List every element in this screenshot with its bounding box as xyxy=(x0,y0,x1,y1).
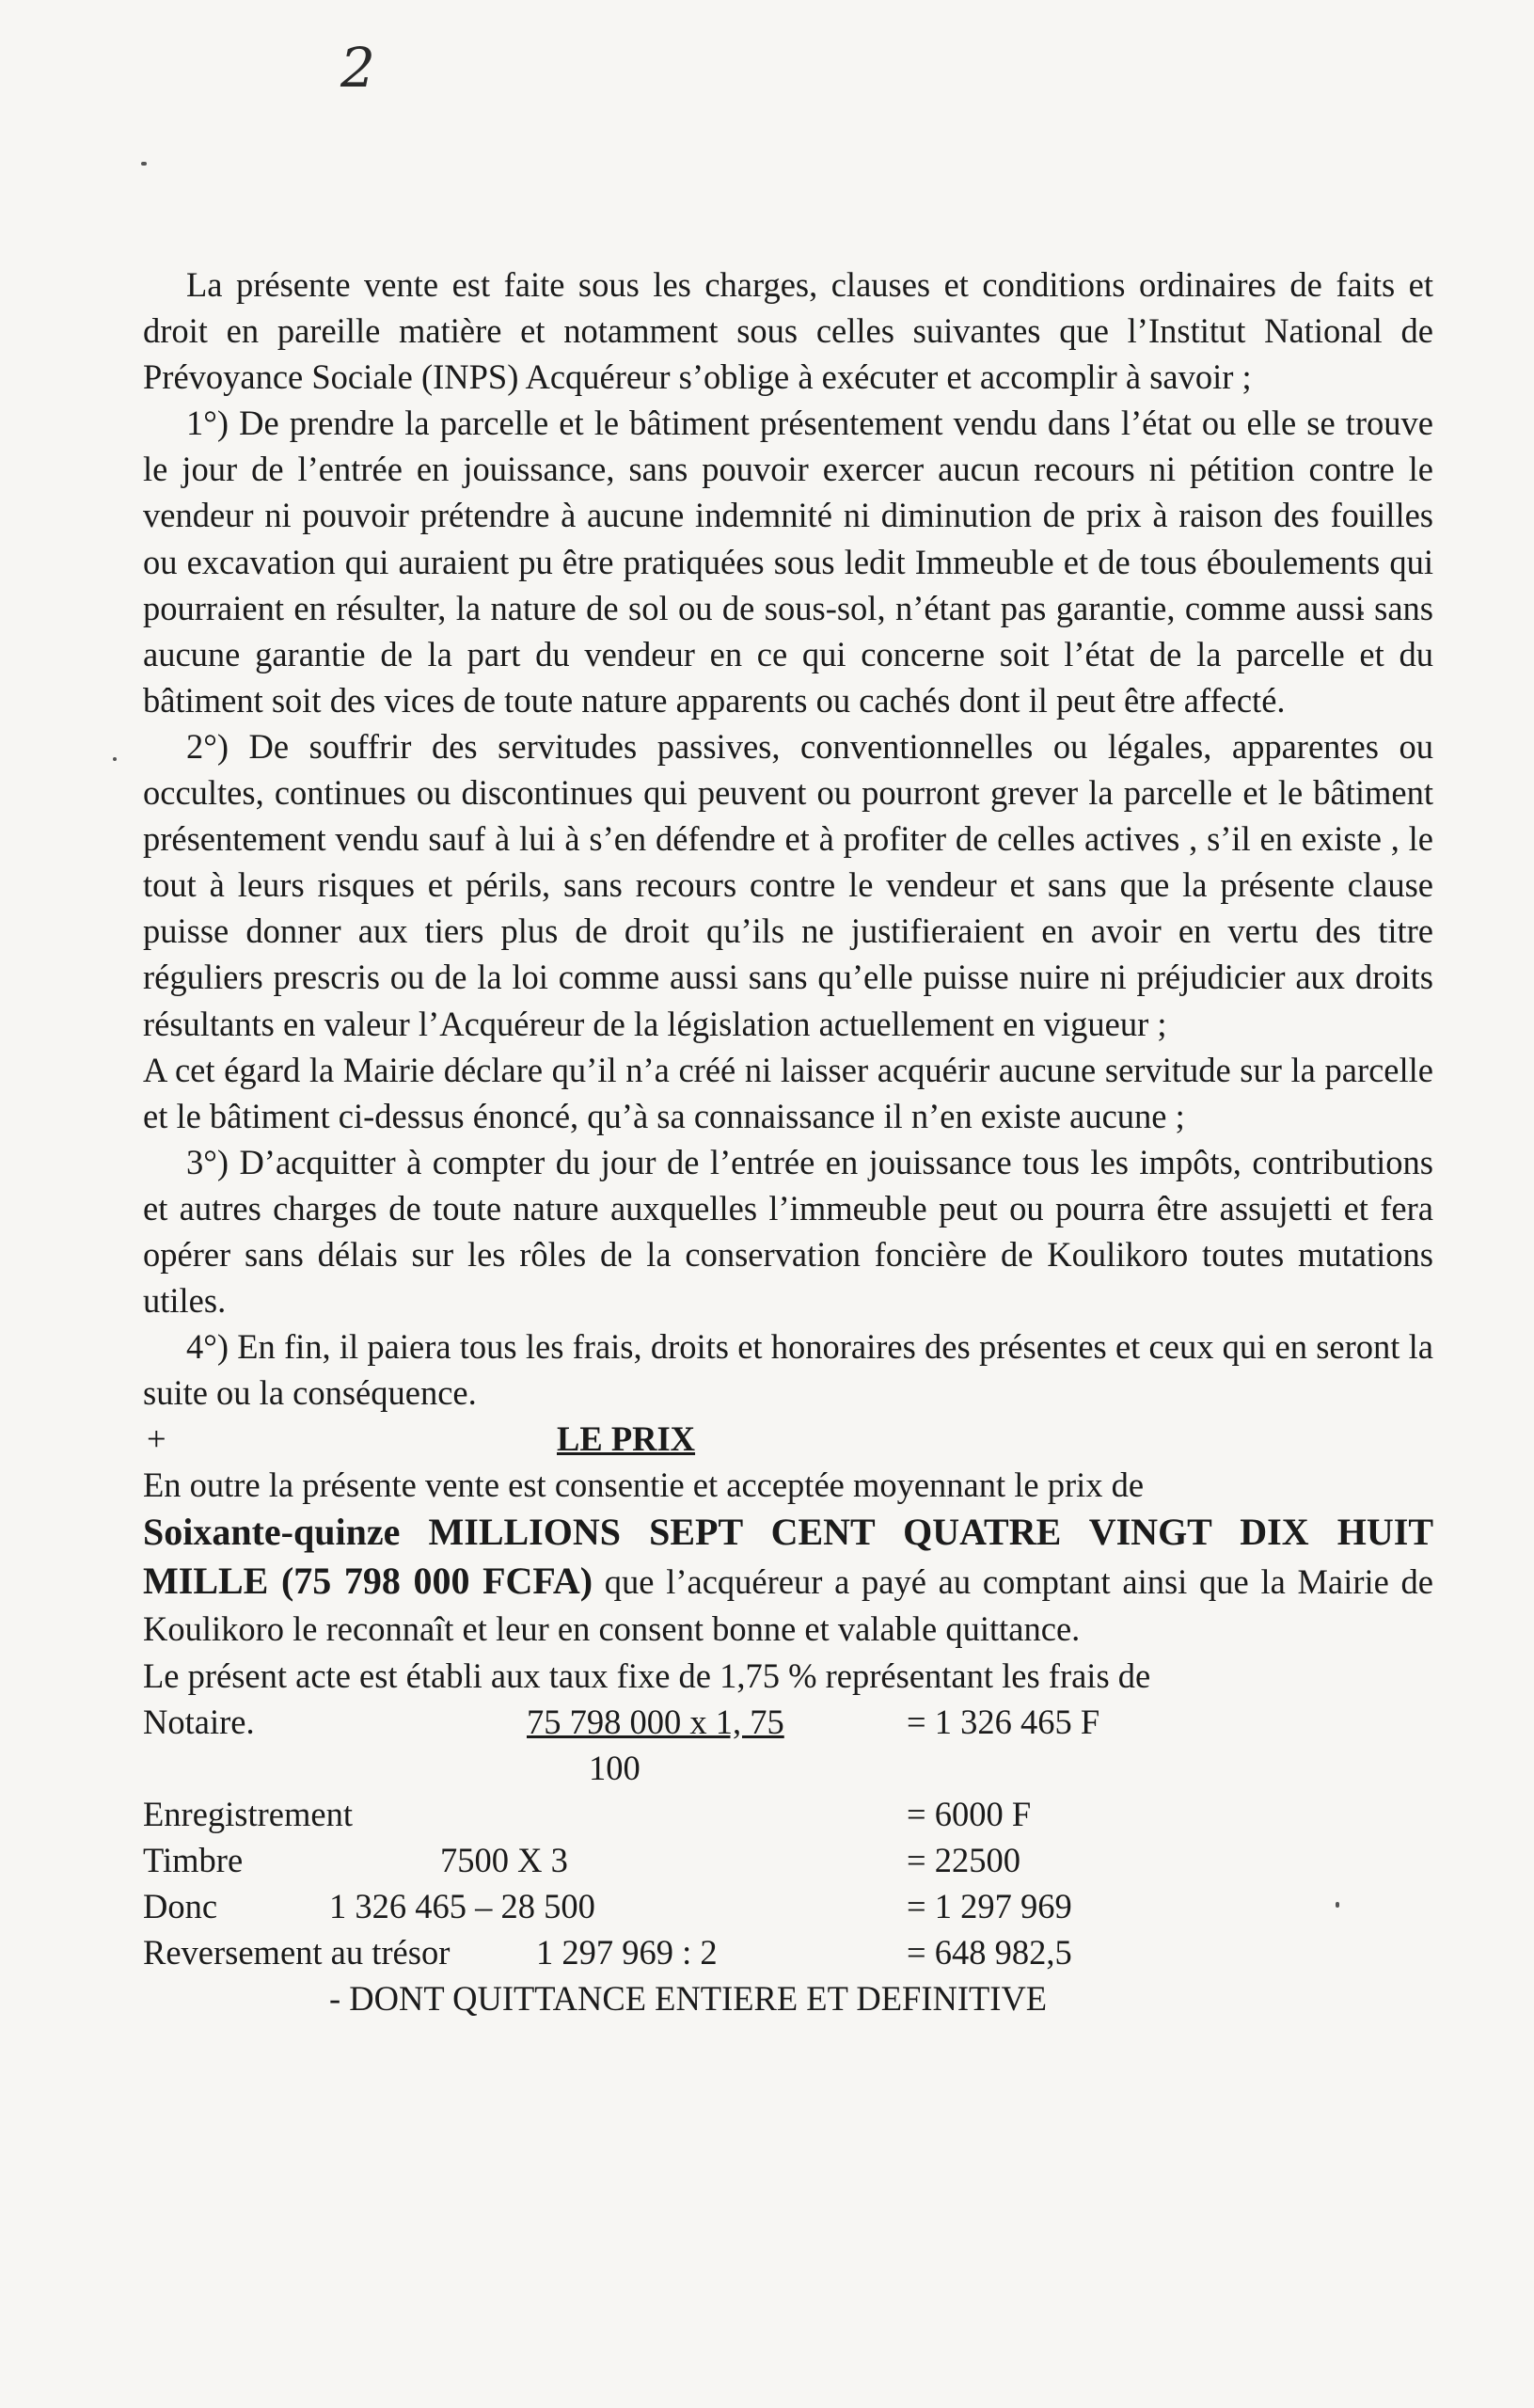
calc-result: = 6000 F xyxy=(907,1794,1032,1833)
rate-statement: Le présent acte est établi aux taux fixe de 1,75 % représentant les frais de xyxy=(143,1656,1151,1695)
calc-result: = 1 326 465 F xyxy=(907,1702,1100,1741)
intro-paragraph: La présente vente est faite sous les charges, clauses et conditions ordinaires de faits et droit en pareille matière et notamment sous celles suivantes que l’Institut National de Prévoyance Sociale (INPS) Acquéreur s’oblige à exécuter et accomplir à savoir ; xyxy=(143,265,1433,397)
calc-label: Enregistrement xyxy=(143,1794,353,1833)
closing-line xyxy=(143,1975,1433,2021)
plus-mark: + xyxy=(147,1419,166,1459)
calc-row-donc xyxy=(143,1883,1433,1929)
clause-2: 2°) De souffrir des servitudes passives, conventionnelles ou légales, apparentes ou occultes, continues ou discontinues qui peuvent ou pourront grever la parcelle et le bâtiment présentement vendu sauf à lui à s’en défendre et à profiter de celles actives , s’il en existe , le tout à leurs risques et périls, sans recours contre le vendeur et sans que la présente clause puisse donner aux tiers plus de droit qu’ils ne justifieraient en avoir en vertu des titre réguliers prescris ou de la loi comme aussi sans qu’elle puisse nuire ni préjudicier aux droits résultants en valeur l’Acquéreur de la législation actuellement en vigueur ; xyxy=(143,726,1433,1043)
clause-3: 3°) D’acquitter à compter du jour de l’entrée en jouissance tous les impôts, contributions et autres charges de toute nature auxquelles l’immeuble peut ou pourra être assujetti et fera opérer sans délais sur les rôles de la conservation foncière de Koulikoro toutes mutations utiles. xyxy=(143,1142,1433,1321)
calc-label: Donc xyxy=(143,1886,218,1925)
calc-label: Notaire. xyxy=(143,1702,255,1741)
calc-formula: 1 297 969 : 2 xyxy=(536,1932,718,1972)
document-body xyxy=(143,261,1433,2021)
calc-result: = 22500 xyxy=(907,1840,1020,1879)
price-intro: En outre la présente vente est consentie et acceptée moyennant le prix de xyxy=(143,1465,1145,1505)
calc-row-timbre xyxy=(143,1837,1433,1883)
price-amount-rest: que l’acquéreur a payé au comptant ainsi que la Mairie de Koulikoro le reconnaît et leur en consent bonne et valable quittance. xyxy=(143,1562,1434,1649)
calc-formula: 7500 X 3 xyxy=(440,1840,568,1879)
calc-denominator: 100 xyxy=(589,1748,640,1787)
calc-numerator: 75 798 000 x 1, 75 xyxy=(527,1702,784,1741)
calc-row-enregistrement xyxy=(143,1791,1433,1837)
calc-formula: 1 326 465 – 28 500 xyxy=(329,1886,595,1925)
closing-text: - DONT QUITTANCE ENTIERE ET DEFINITIVE xyxy=(329,1978,1048,2018)
calc-result: = 1 297 969 xyxy=(907,1886,1072,1925)
price-heading-row xyxy=(143,1416,1433,1462)
calc-label: Reversement au trésor xyxy=(143,1932,451,1972)
scan-speck xyxy=(113,757,117,761)
calc-row-notaire xyxy=(143,1699,1433,1745)
price-heading: LE PRIX xyxy=(557,1419,696,1459)
calc-result: = 648 982,5 xyxy=(907,1932,1072,1972)
calc-label: Timbre xyxy=(143,1840,244,1879)
page-number: 2 xyxy=(340,36,375,100)
clause-4: 4°) En fin, il paiera tous les frais, droits et honoraires des présentes et ceux qui en seront la suite ou la conséquence. xyxy=(143,1327,1433,1413)
price-amount-paragraph xyxy=(143,1508,1433,1652)
clause-2-note: A cet égard la Mairie déclare qu’il n’a créé ni laisser acquérir aucune servitude sur la parcelle et le bâtiment ci-dessus énoncé, qu’à sa connaissance il n’en existe aucune ; xyxy=(143,1050,1433,1135)
clause-1: 1°) De prendre la parcelle et le bâtiment présentement vendu dans l’état ou elle se trouve le jour de l’entrée en jouissance, sans pouvoir exercer aucun recours ni pétition contre le vendeur ni pouvoir prétendre à aucune indemnité ni diminution de prix à raison des fouilles ou excavation qui auraient pu être pratiquées sous ledit Immeuble et de tous éboulements qui pourraient en résulter, la nature de sol ou de sous-sol, n’étant pas garantie, comme aussi sans aucune garantie de la part du vendeur en ce qui concerne soit l’état de la parcelle et du bâtiment soit des vices de toute nature apparents ou cachés dont il peut être affecté. xyxy=(143,404,1433,720)
scan-speck xyxy=(141,162,147,166)
calc-row-denominator xyxy=(143,1745,1433,1791)
calc-row-reversement xyxy=(143,1929,1433,1975)
price-amount: Soixante-quinze MILLIONS SEPT CENT QUATRE VINGT DIX HUIT MILLE (75 798 000 FCFA) xyxy=(143,1511,1433,1603)
